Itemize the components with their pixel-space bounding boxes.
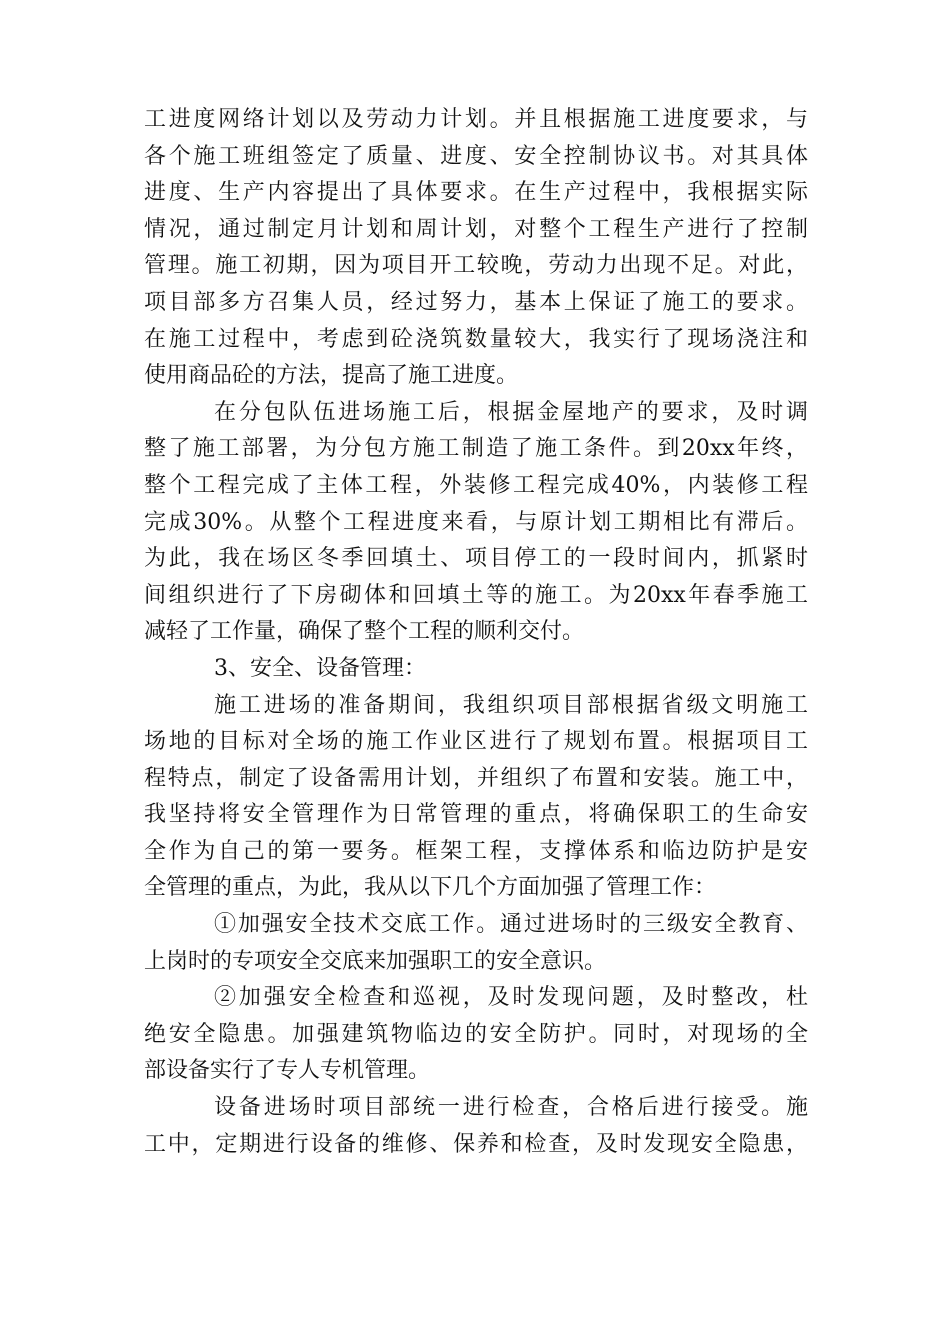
text-line: 在分包队伍进场施工后，根据金屋地产的要求，及时调 (214, 399, 808, 425)
text-line: 项目部多方召集人员，经过努力，基本上保证了施工的要求。 (144, 289, 808, 315)
text-line: 上岗时的专项安全交底来加强职工的安全意识。 (144, 948, 607, 974)
text-line: 场地的目标对全场的施工作业区进行了规划布置。根据项目工 (144, 729, 808, 755)
text-line: 管理。施工初期，因为项目开工较晚，劳动力出现不足。对此， (144, 253, 808, 279)
text-line: 全作为自己的第一要务。框架工程，支撑体系和临边防护是安 (144, 838, 808, 864)
text-line: 完成30%。从整个工程进度来看，与原计划工期相比有滞后。 (144, 509, 808, 535)
text-line: ①加强安全技术交底工作。通过进场时的三级安全教育、 (214, 912, 808, 938)
text-line: 设备进场时项目部统一进行检查，合格后进行接受。施 (214, 1095, 808, 1121)
text-line: 部设备实行了专人专机管理。 (144, 1058, 431, 1084)
text-line: 工进度网络计划以及劳动力计划。并且根据施工进度要求，与 (144, 107, 808, 132)
text-line: 在施工过程中，考虑到砼浇筑数量较大，我实行了现场浇注和 (144, 326, 808, 352)
text-line: 各个施工班组签定了质量、进度、安全控制协议书。对其具体 (144, 143, 808, 169)
text-line: ②加强安全检查和巡视，及时发现问题，及时整改，杜 (214, 985, 808, 1011)
text-line: 情况，通过制定月计划和周计划，对整个工程生产进行了控制 (144, 216, 808, 242)
text-line: 全管理的重点，为此，我从以下几个方面加强了管理工作： (144, 875, 717, 901)
text-line: 减轻了工作量，确保了整个工程的顺利交付。 (144, 619, 585, 645)
text-line: 施工进场的准备期间，我组织项目部根据省级文明施工 (214, 692, 808, 718)
text-line: 整个工程完成了主体工程，外装修工程完成40%，内装修工程 (144, 472, 808, 498)
text-line: 我坚持将安全管理作为日常管理的重点，将确保职工的生命安 (144, 802, 808, 828)
text-line: 使用商品砼的方法，提高了施工进度。 (144, 363, 519, 389)
text-line: 为此，我在场区冬季回填土、项目停工的一段时间内，抓紧时 (144, 546, 808, 572)
text-line: 程特点，制定了设备需用计划，并组织了布置和安装。施工中， (144, 765, 808, 791)
text-line: 间组织进行了下房砌体和回填土等的施工。为20xx年春季施工 (144, 582, 808, 608)
text-line: 3、安全、设备管理： (214, 655, 426, 681)
text-line: 进度、生产内容提出了具体要求。在生产过程中，我根据实际 (144, 180, 808, 206)
text-line: 工中，定期进行设备的维修、保养和检查，及时发现安全隐患， (144, 1131, 808, 1157)
text-line: 绝安全隐患。加强建筑物临边的安全防护。同时，对现场的全 (144, 1021, 808, 1047)
text-line: 整了施工部署，为分包方施工制造了施工条件。到20xx年终， (144, 436, 808, 462)
document-body-text (144, 102, 808, 1163)
